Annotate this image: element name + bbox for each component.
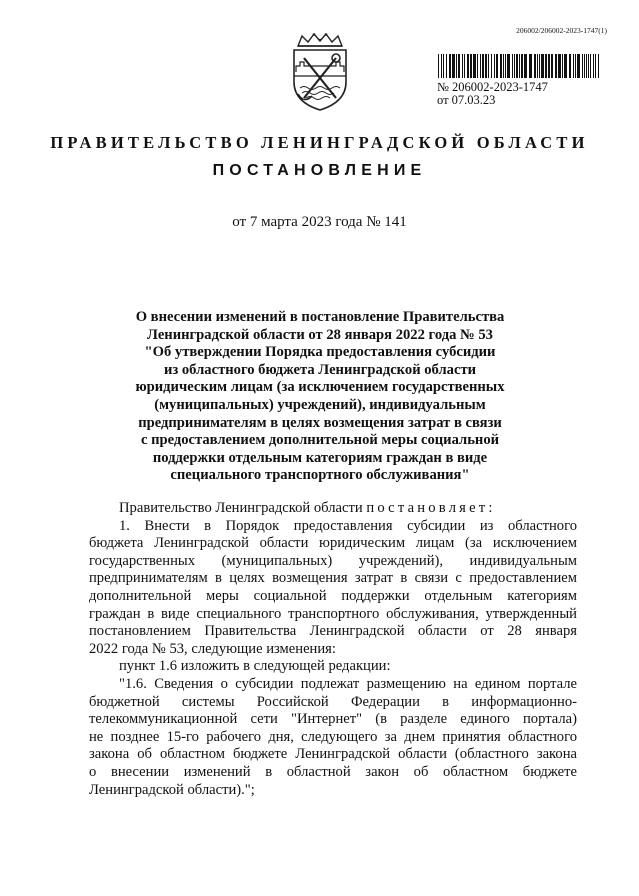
barcode-bar	[438, 54, 439, 78]
registration-number: № 206002-2023-1747	[437, 80, 548, 94]
barcode-bar	[575, 54, 576, 78]
title-line: "Об утверждении Порядка предоставления субсидии	[144, 344, 496, 361]
preamble-lead: Правительство Ленинградской области	[119, 500, 363, 516]
paragraph-line: граждан в виде специального транспортного обслуживания, утвержденный	[89, 605, 577, 622]
barcode-bar	[590, 54, 591, 78]
registration-date: от 07.03.23	[437, 93, 496, 107]
barcode-bar	[449, 54, 451, 78]
paragraph-line: бюджета Ленинградской области юридическим лицам (за исключением	[89, 535, 577, 552]
barcode-bar	[482, 54, 484, 78]
barcode-bar	[558, 54, 561, 78]
barcode-bar	[521, 54, 523, 78]
barcode-bar	[505, 54, 506, 78]
barcode-bar	[491, 54, 492, 78]
barcode-bar	[458, 54, 460, 78]
coat-of-arms-icon	[284, 32, 356, 112]
title-line: (муниципальных) учреждений), индивидуальным	[154, 396, 486, 413]
title-line: предпринимателям в целях возмещения затрат в связи	[138, 414, 502, 431]
barcode-bar	[537, 54, 538, 78]
barcode-bar	[588, 54, 589, 78]
quote-line: телекоммуникационной сети "Интернет" (в разделе единого портала)	[89, 711, 577, 728]
quote-line: "1.6. Сведения о субсидии подлежат размещению на едином портале	[119, 675, 577, 692]
barcode-bar	[529, 54, 532, 78]
barcode-bar	[473, 54, 476, 78]
barcode-bar	[582, 54, 583, 78]
title-line: из областного бюджета Ленинградской области	[163, 361, 477, 378]
barcode-bar	[452, 54, 455, 78]
title-line: Ленинградской области от 28 января 2022 года № 53	[147, 326, 493, 343]
preamble	[119, 500, 577, 518]
barcode-bar	[503, 54, 504, 78]
barcode-bar	[562, 54, 563, 78]
barcode-bar	[456, 54, 457, 78]
barcode-bar	[569, 54, 571, 78]
barcode-bar	[598, 54, 599, 78]
registration-block	[437, 54, 602, 107]
barcode-bar	[516, 54, 518, 78]
barcode-bar	[573, 54, 574, 78]
subitem-1-6: пункт 1.6 изложить в следующей редакции:	[119, 658, 391, 675]
barcode-bar	[467, 54, 469, 78]
title-line: с предоставлением дополнительной меры социальной	[140, 432, 500, 449]
barcode-bar	[446, 54, 447, 78]
barcode-bar	[512, 54, 513, 78]
quote-line: закона об областном бюджете Ленинградской области (областного закона	[89, 746, 577, 763]
barcode-bar	[480, 54, 481, 78]
barcode-bar	[496, 54, 498, 78]
paragraph-line: дополнительной меры социальной поддержки отдельным категориям	[89, 587, 577, 604]
paragraph-line: 2022 года № 53, следующие изменения:	[89, 640, 336, 657]
item-1	[89, 518, 577, 659]
barcode-bar	[477, 54, 478, 78]
quote-line: бюджетной системы Российской Федерации в информационно-	[89, 693, 577, 710]
quote-line: не позднее 15-го рабочего дня, следующего за днем принятия областного	[89, 728, 577, 745]
title-line: О внесении изменений в постановление Правительства	[135, 309, 505, 325]
barcode-bar	[519, 54, 520, 78]
document-date: от 7 марта 2023 года № 141	[232, 214, 407, 230]
barcode-bar	[488, 54, 489, 78]
barcode-bar	[464, 54, 465, 78]
paragraph-line: государственных (муниципальных) учреждений), индивидуальным	[89, 552, 577, 569]
barcode-bar	[443, 54, 444, 78]
barcode-bar	[595, 54, 596, 78]
barcode-bar	[555, 54, 557, 78]
title-line: поддержки отдельным категориям граждан в виде	[152, 449, 488, 466]
title-line: юридическим лицам (за исключением государственных	[135, 379, 505, 396]
barcode-bar	[534, 54, 536, 78]
paragraph-line: постановлением Правительства Ленинградской области от 28 января	[89, 623, 577, 640]
barcode-bar	[584, 54, 585, 78]
barcode-bar	[564, 54, 567, 78]
barcode-bar	[524, 54, 527, 78]
barcode-bar	[441, 54, 442, 78]
document-body	[89, 500, 577, 799]
barcode-bar	[551, 54, 553, 78]
barcode-bar	[494, 54, 495, 78]
quote-line: Ленинградской области).";	[89, 781, 255, 798]
barcode-bar	[485, 54, 487, 78]
quote-line: о внесении изменений в областной закон об областном бюджете	[89, 763, 577, 780]
barcode-bar	[462, 54, 463, 78]
barcode-bar	[593, 54, 594, 78]
quoted-amendment	[89, 676, 577, 799]
title-line: специального транспортного обслуживания"	[170, 467, 470, 484]
barcode-bar	[507, 54, 510, 78]
document-type: ПОСТАНОВЛЕНИЕ	[212, 162, 427, 179]
barcode-bar	[500, 54, 502, 78]
barcode-bar	[539, 54, 540, 78]
barcode-bar	[514, 54, 515, 78]
barcode-bar	[586, 54, 587, 78]
barcode-bar	[577, 54, 580, 78]
paragraph-line: 1. Внести в Порядок предоставления субсидии из областного	[119, 517, 577, 534]
document-title	[120, 309, 520, 485]
barcode	[437, 54, 602, 78]
paragraph-line: предпринимателям в целях возмещения затрат в связи с предоставлением	[89, 570, 577, 587]
preamble-verb: постановляет:	[366, 500, 496, 516]
barcode-bar	[545, 54, 547, 78]
government-name: ПРАВИТЕЛЬСТВО ЛЕНИНГРАДСКОЙ ОБЛАСТИ	[50, 133, 589, 152]
barcode-bar	[470, 54, 472, 78]
document-reference: 206002/206002-2023-1747(1)	[516, 26, 607, 35]
barcode-bar	[541, 54, 544, 78]
barcode-bar	[548, 54, 550, 78]
